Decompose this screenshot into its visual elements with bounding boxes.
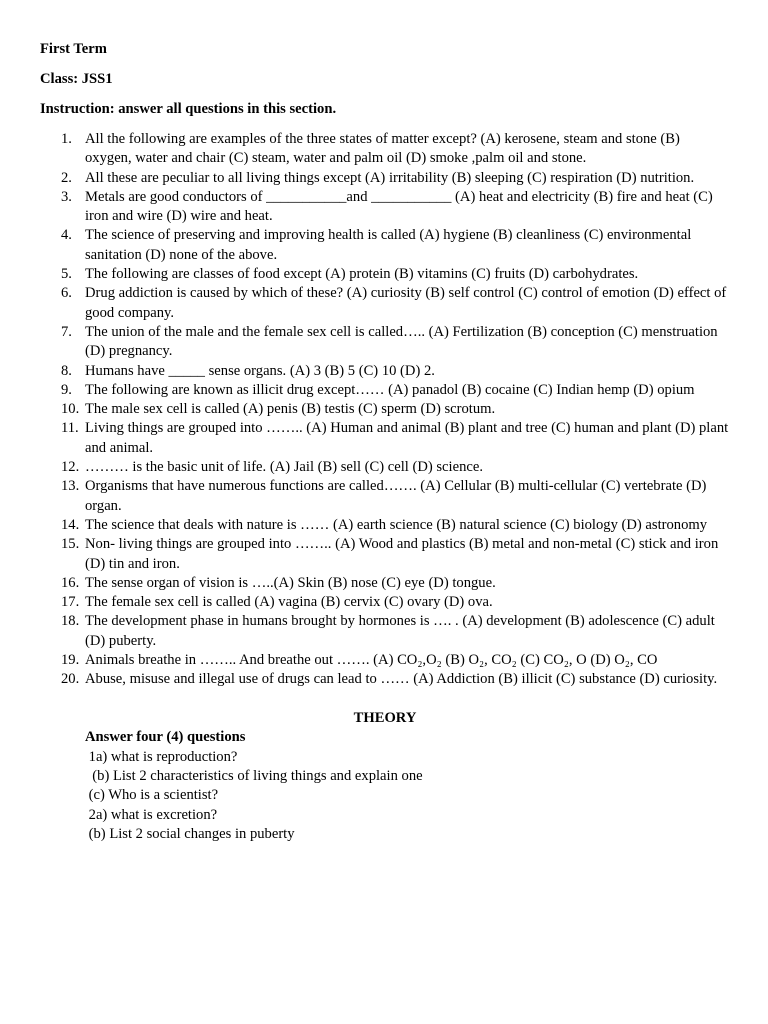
question-text: Organisms that have numerous functions are called……. (A) Cellular (B) multi-cellular (C) vertebrate (D) organ. <box>85 478 707 514</box>
question-item <box>40 381 730 400</box>
question-item <box>40 265 730 284</box>
question-item <box>40 323 730 362</box>
question-text: All these are peculiar to all living things except (A) irritability (B) sleeping (C) respiration (D) nutrition. <box>85 169 695 186</box>
question-text: The following are classes of food except (A) protein (B) vitamins (C) fruits (D) carbohydrates. <box>85 266 639 283</box>
question-number: 6. <box>61 285 72 302</box>
question-text: Living things are grouped into …….. (A) Human and animal (B) plant and tree (C) human and plant (D) plant and animal. <box>85 420 729 456</box>
term-heading: First Term <box>40 41 107 57</box>
question-text: The union of the male and the female sex cell is called….. (A) Fertilization (B) conception (C) menstruation (D) pregnancy. <box>85 323 718 360</box>
question-text: ……… is the basic unit of life. (A) Jail (B) sell (C) cell (D) science. <box>85 459 483 476</box>
question-item <box>40 670 730 689</box>
question-number: 11. <box>61 420 79 437</box>
question-text: The female sex cell is called (A) vagina (B) cervix (C) ovary (D) ova. <box>85 594 493 611</box>
question-number: 5. <box>61 266 72 283</box>
theory-question: (b) List 2 characteristics of living things and explain one <box>85 767 423 784</box>
theory-question: 1a) what is reproduction? <box>85 748 238 765</box>
question-item <box>40 574 730 593</box>
instruction-heading: Instruction: answer all questions in this section. <box>40 101 337 117</box>
question-text: Humans have _____ sense organs. (A) 3 (B) 5 (C) 10 (D) 2. <box>85 362 435 379</box>
question-text: The following are known as illicit drug except…… (A) panadol (B) cocaine (C) Indian hemp (D) opium <box>85 381 695 398</box>
question-text: Abuse, misuse and illegal use of drugs can lead to …… (A) Addiction (B) illicit (C) substance (D) curiosity. <box>85 671 718 688</box>
question-item <box>40 362 730 381</box>
question-item <box>40 400 730 419</box>
theory-title: THEORY <box>353 709 417 726</box>
question-item <box>40 226 730 265</box>
question-item <box>40 516 730 535</box>
question-item <box>40 477 730 516</box>
question-item <box>40 169 730 188</box>
question-number: 17. <box>61 594 80 611</box>
question-number: 1. <box>61 131 72 147</box>
question-number: 19. <box>61 652 80 669</box>
question-item <box>40 612 730 651</box>
question-number: 9. <box>61 381 72 398</box>
question-number: 3. <box>61 188 72 205</box>
question-text: Non- living things are grouped into …….. (A) Wood and plastics (B) metal and non-metal (C) stick and iron (D) tin and iron. <box>85 536 719 572</box>
question-item <box>40 458 730 477</box>
question-text: The development phase in humans brought by hormones is …. . (A) development (B) adolescence (C) adult (D) puberty. <box>85 613 715 649</box>
question-text: The science of preserving and improving health is called (A) hygiene (B) cleanliness (C) environmental sanitation (D) none of the above. <box>85 227 692 263</box>
question-text: Animals breathe in …….. And breathe out ……. (A) CO₂,O₂ (B) O₂, CO₂ (C) CO₂, O (D) O₂, CO <box>85 652 658 669</box>
question-item <box>40 188 730 227</box>
theory-question: (c) Who is a scientist? <box>85 787 219 804</box>
question-text: All the following are examples of the three states of matter except? (A) kerosene, steam and stone (B) oxygen, water and chair (C) steam, water and palm oil (D) smoke ,palm oil and stone. <box>85 131 680 167</box>
question-number: 14. <box>61 516 80 533</box>
question-number: 20. <box>61 671 80 688</box>
question-item <box>40 419 730 458</box>
question-number: 13. <box>61 478 80 495</box>
question-number: 15. <box>61 536 80 553</box>
question-text: Metals are good conductors of ___________and ___________ (A) heat and electricity (B) fire and heat (C) iron and wire (D) wire and heat. <box>85 188 713 225</box>
theory-question: (b) List 2 social changes in puberty <box>85 825 295 842</box>
question-item <box>40 284 730 323</box>
question-number: 10. <box>61 401 80 418</box>
theory-questions-list <box>85 748 730 844</box>
question-number: 18. <box>61 613 80 630</box>
theory-question: 2a) what is excretion? <box>85 806 218 823</box>
question-item <box>40 535 730 574</box>
objective-questions-list <box>40 130 730 690</box>
question-item <box>40 593 730 612</box>
question-item <box>40 130 730 169</box>
question-number: 4. <box>61 227 72 244</box>
question-item <box>40 651 730 670</box>
theory-instruction: Answer four (4) questions <box>85 729 246 746</box>
question-number: 8. <box>61 362 72 379</box>
question-text: The male sex cell is called (A) penis (B) testis (C) sperm (D) scrotum. <box>85 401 496 418</box>
question-number: 2. <box>61 169 72 186</box>
question-text: The science that deals with nature is …… (A) earth science (B) natural science (C) biology (D) astronomy <box>85 516 708 533</box>
exam-page <box>40 40 730 844</box>
question-number: 7. <box>61 323 72 340</box>
question-text: Drug addiction is caused by which of these? (A) curiosity (B) self control (C) control of emotion (D) effect of good company. <box>85 285 727 321</box>
question-number: 12. <box>61 459 80 476</box>
question-text: The sense organ of vision is …..(A) Skin (B) nose (C) eye (D) tongue. <box>85 574 496 591</box>
class-heading: Class: JSS1 <box>40 71 113 87</box>
question-number: 16. <box>61 574 80 591</box>
